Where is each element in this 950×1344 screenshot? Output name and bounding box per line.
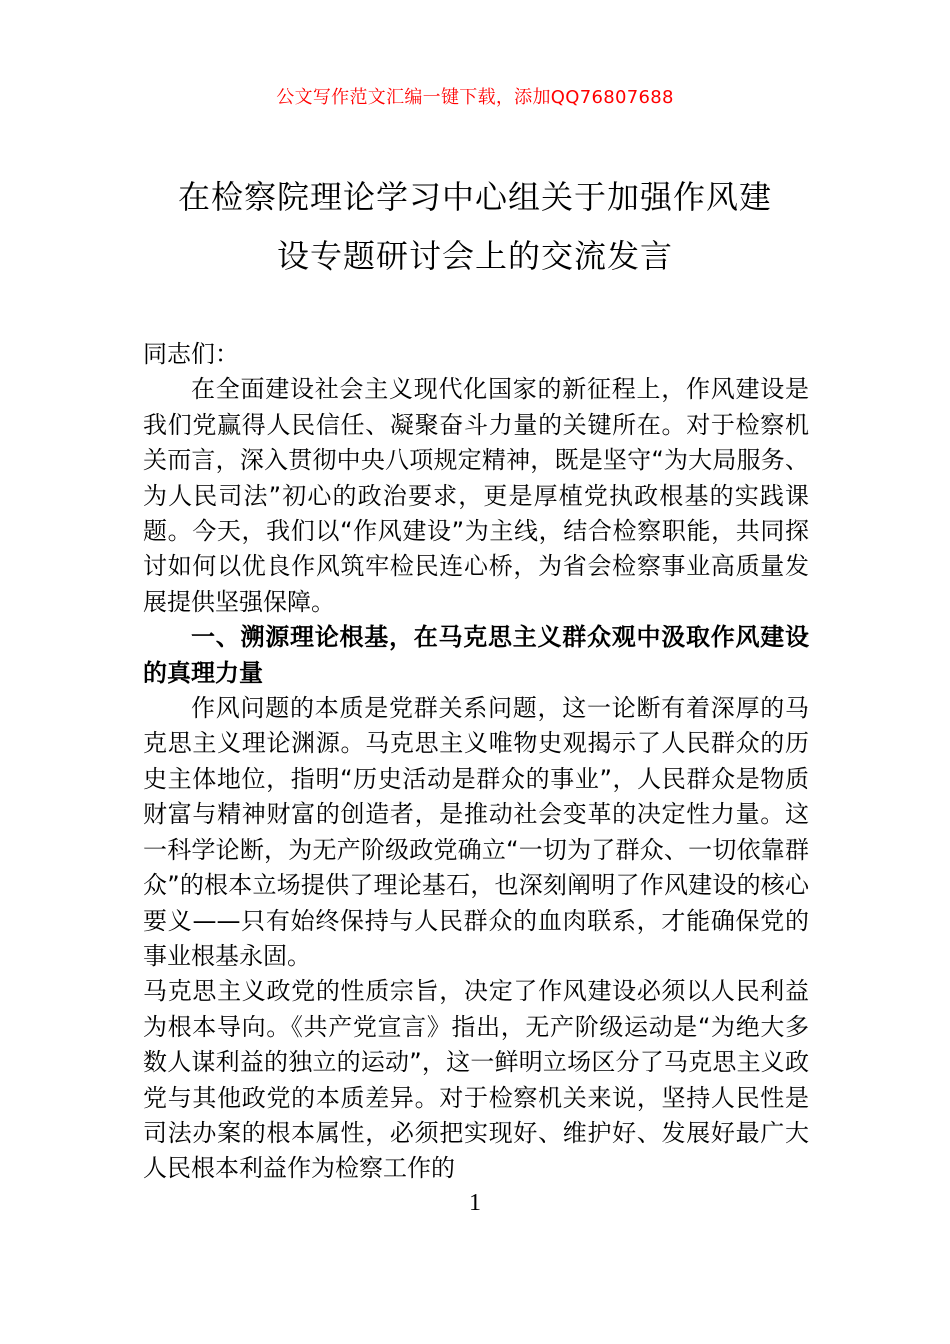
intro-paragraph: 在全面建设社会主义现代化国家的新征程上，作风建设是我们党赢得人民信任、凝聚奋斗力量的关键所在。对于检察机关而言，深入贯彻中央八项规定精神，既是坚守“为大局服务、为人民司法”初心的政治要求，更是厚植党执政根基的实践课题。今天，我们以“作风建设”为主线，结合检察职能，共同探讨如何以优良作风筑牢检民连心桥，为省会检察事业高质量发展提供坚强保障。: [143, 375, 809, 616]
section-1-heading: 一、溯源理论根基，在马克思主义群众观中汲取作风建设的真理力量: [143, 623, 809, 687]
page-number: 1: [469, 1190, 481, 1216]
document-title: [140, 168, 810, 286]
document-body: [143, 337, 809, 1187]
download-promo-note: 公文写作范文汇编一键下载，添加QQ76807688: [276, 87, 674, 108]
title-line-2: 设专题研讨会上的交流发言: [276, 237, 673, 275]
section-1-paragraph-2: 马克思主义政党的性质宗旨，决定了作风建设必须以人民利益为根本导向。《共产党宣言》指出，无产阶级运动是“为绝大多数人谋利益的独立的运动”，这一鲜明立场区分了马克思主义政党与其他政党的本质差异。对于检察机关来说，坚持人民性是司法办案的根本属性，必须把实现好、维护好、发展好最广大人民根本利益作为检察工作的: [143, 977, 809, 1183]
section-1-paragraph-1: 作风问题的本质是党群关系问题，这一论断有着深厚的马克思主义理论渊源。马克思主义唯物史观揭示了人民群众的历史主体地位，指明“历史活动是群众的事业”，人民群众是物质财富与精神财富的创造者，是推动社会变革的决定性力量。这一科学论断，为无产阶级政党确立“一切为了群众、一切依靠群众”的根本立场提供了理论基石，也深刻阐明了作风建设的核心要义——只有始终保持与人民群众的血肉联系，才能确保党的事业根基永固。: [143, 694, 809, 970]
title-line-1: 在检察院理论学习中心组关于加强作风建: [177, 178, 772, 216]
salutation: 同志们：: [143, 340, 239, 368]
